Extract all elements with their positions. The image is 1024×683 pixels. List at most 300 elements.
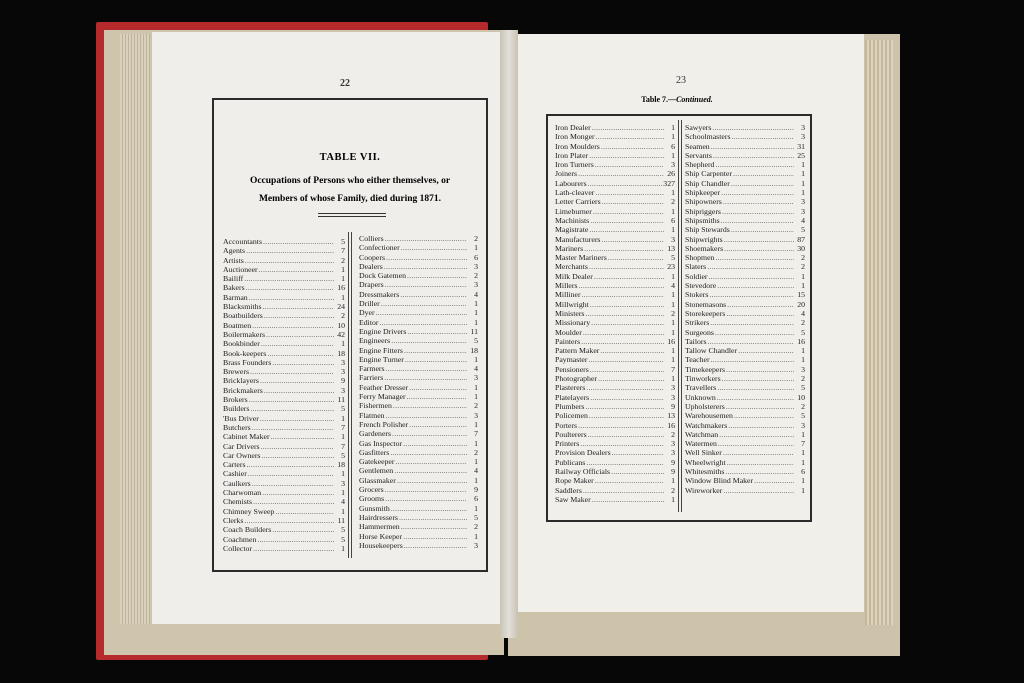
table-row [685,169,805,178]
occupation-name: Storekeepers [685,308,726,318]
death-count: 3 [671,234,675,244]
occupation-name: Clerks [223,515,244,525]
death-count: 1 [801,485,805,495]
table-row [555,486,675,495]
occupation-name: Horse Keeper [359,531,403,541]
table-row [223,404,345,413]
death-count: 4 [801,215,805,225]
leader-dots [380,318,468,327]
leader-dots [738,346,794,355]
table-row [359,392,478,401]
death-count: 2 [341,255,345,265]
table-row [359,532,478,541]
leader-dots [594,272,664,281]
occupation-name: Blacksmiths [223,302,262,312]
leader-dots [248,469,334,478]
leader-dots [711,142,794,151]
occupation-name: Glassmaker [359,475,396,485]
death-count: 23 [667,262,675,272]
occupation-name: Plasterers [555,383,586,393]
death-count: 4 [341,497,345,507]
occupation-name: Teacher [685,355,710,365]
table-row [555,123,675,132]
table-row [223,339,345,348]
leader-dots [586,383,664,392]
table-row [359,280,478,289]
leader-dots [723,486,794,495]
occupation-name: Window Blind Maker [685,476,754,486]
occupation-name: Farmers [359,364,385,374]
occupation-name: French Polisher [359,419,409,429]
occupation-name: Dealers [359,261,383,271]
leader-dots [404,346,467,355]
occupation-name: Fishermen [359,401,392,411]
occupation-name: Iron Plater [555,150,589,160]
leader-dots [261,442,334,451]
death-count: 4 [474,466,478,476]
death-count: 1 [671,318,675,328]
leader-dots [261,339,334,348]
death-count: 2 [474,234,478,243]
occupation-name: Iron Moulders [555,141,600,151]
occupation-name: Shoemakers [685,243,724,253]
table-row [359,373,478,382]
leader-dots [578,421,664,430]
occupation-name: Brewers [223,367,249,377]
death-count: 1 [671,290,675,300]
occupation-name: Shipriggers [685,206,721,216]
occupation-name: Sawyers [685,123,712,132]
death-count: 2 [801,318,805,328]
leader-dots [585,309,664,318]
death-count: 25 [797,150,805,160]
table-row [685,328,805,337]
occupation-name: Labourers [555,178,587,188]
occupation-name: Lath-cleaver [555,188,595,198]
table-row [685,216,805,225]
occupation-name: Milliner [555,290,581,300]
leader-dots [595,160,664,169]
leader-dots [578,169,664,178]
death-count: 1 [671,355,675,365]
table-row [555,272,675,281]
occupation-name: Railway Officials [555,466,611,476]
table-row [555,244,675,253]
death-count: 3 [671,160,675,170]
leader-dots [611,467,664,476]
occupation-name: Servants [685,150,712,160]
table-row [555,300,675,309]
leader-dots [404,541,467,550]
death-count: 10 [337,320,345,330]
leader-dots [262,488,334,497]
leader-dots [731,225,794,234]
table-row [223,479,345,488]
death-count: 2 [801,262,805,272]
table-row [685,197,805,206]
occupation-name: Engineers [359,336,391,346]
death-count: 1 [671,476,675,486]
occupation-name: Magistrate [555,225,589,235]
table-row [223,349,345,358]
death-count: 4 [671,281,675,291]
leader-dots [721,188,794,197]
leader-dots [723,448,794,457]
table-subtitle-line-1: Occupations of Persons who either themselves, or [249,176,451,186]
table-row [223,265,345,274]
leader-dots [385,485,467,494]
table-row [685,123,805,132]
death-count: 1 [474,354,478,364]
leader-dots [731,132,794,141]
death-count: 1 [801,448,805,458]
column-separator [348,232,352,558]
table-row [223,395,345,404]
leader-dots [715,253,794,262]
death-count: 18 [337,348,345,358]
occupation-name: Painters [555,336,581,346]
death-count: 1 [474,392,478,402]
occupation-name: Housekeepers [359,540,403,550]
death-count: 16 [667,336,675,346]
occupation-name: Artists [223,255,244,265]
leader-dots [260,376,334,385]
occupation-name: Millwright [555,299,589,309]
death-count: 1 [801,160,805,170]
table-continued-heading [546,95,808,104]
death-count: 1 [801,281,805,291]
table-column-right [359,234,478,550]
table-row [359,401,478,410]
table-row [359,234,478,243]
table-row [223,358,345,367]
leader-dots [259,265,334,274]
death-count: 26 [667,169,675,179]
table-row [555,179,675,188]
leader-dots [249,293,334,302]
leader-dots [588,430,664,439]
leader-dots [260,414,334,423]
occupation-name: Coachmen [223,534,257,544]
occupation-name: Master Mariners [555,253,607,263]
leader-dots [275,507,334,516]
leader-dots [733,169,794,178]
occupation-name: Millers [555,281,578,291]
leader-dots [384,373,467,382]
table-row [685,132,805,141]
leader-dots [598,374,664,383]
occupation-name: Boilermakers [223,329,266,339]
table-row [555,458,675,467]
occupation-name: Missionary [555,318,591,328]
table-row [223,535,345,544]
occupation-name: Watermen [685,439,717,449]
death-count: 9 [474,485,478,495]
death-count: 1 [671,494,675,504]
leader-dots [407,271,467,280]
leader-dots [710,318,794,327]
leader-dots [711,355,794,364]
title-rule [318,213,386,217]
occupation-name: Farriers [359,373,384,383]
table-row [685,439,805,448]
leader-dots [719,430,794,439]
death-count: 1 [341,488,345,498]
table-row [555,411,675,420]
table-row [223,442,345,451]
occupation-name: Paymaster [555,355,588,365]
occupation-name: Ship Carpenter [685,169,732,179]
leader-dots [608,253,664,262]
occupation-name: Bricklayers [223,376,259,386]
death-count: 1 [671,132,675,142]
death-count: 3 [474,280,478,290]
table-row [685,383,805,392]
death-count: 11 [470,326,478,336]
leader-dots [612,448,664,457]
occupation-name: Caulkers [223,478,251,488]
leader-dots [584,244,664,253]
occupation-name: Wheelwright [685,457,726,467]
table-row [685,421,805,430]
death-count: 3 [341,367,345,377]
table-row [359,448,478,457]
death-count: 1 [671,150,675,160]
leader-dots [266,330,334,339]
death-count: 13 [667,411,675,421]
leader-dots [595,188,664,197]
table-row [685,235,805,244]
leader-dots [249,395,334,404]
leader-dots [250,367,334,376]
death-count: 6 [474,494,478,504]
death-count: 1 [474,438,478,448]
table-row [555,216,675,225]
occupation-name: Tallow Chandler [685,346,738,356]
occupation-name: Engine Fitters [359,345,403,355]
table-row [685,207,805,216]
leader-dots [734,411,794,420]
occupation-name: Coopers [359,252,385,262]
death-count: 6 [671,215,675,225]
table-row [555,151,675,160]
death-count: 1 [801,457,805,467]
leader-dots [267,349,334,358]
occupation-name: Moulder [555,327,582,337]
occupation-name: Soldier [685,271,708,281]
leader-dots [391,336,467,345]
table-row [359,504,478,513]
occupation-name: Gardeners [359,429,392,439]
table-row [359,439,478,448]
death-count: 30 [797,243,805,253]
table-row [223,321,345,330]
leader-dots [589,225,664,234]
leader-dots [722,207,794,216]
table-row [685,346,805,355]
occupation-name: Cashier [223,469,247,479]
death-count: 1 [671,206,675,216]
occupation-name: Barman [223,292,248,302]
death-count: 3 [801,123,805,132]
death-count: 5 [341,237,345,246]
table-row [223,302,345,311]
table-row [359,253,478,262]
occupation-name: Brickmakers [223,385,263,395]
death-count: 5 [341,450,345,460]
leader-dots [600,346,664,355]
table-row [223,507,345,516]
leader-dots [754,476,794,485]
occupation-name: Saw Maker [555,494,591,504]
table-row [359,346,478,355]
occupation-name: Shipsmiths [685,215,720,225]
table-row [555,439,675,448]
leader-dots [590,365,664,374]
leader-dots [401,522,467,531]
table-row [223,469,345,478]
death-count: 1 [671,271,675,281]
table-row [685,402,805,411]
occupation-name: Iron Turners [555,160,594,170]
table-row [555,169,675,178]
leader-dots [595,476,664,485]
leader-dots [581,337,664,346]
table-row [223,330,345,339]
occupation-name: Confectioner [359,243,400,253]
table-row [685,142,805,151]
occupation-name: Stokers [685,290,709,300]
table-row [359,476,478,485]
leader-dots [709,290,794,299]
occupation-name: Printers [555,439,580,449]
occupation-name: Iron Dealer [555,123,591,132]
death-count: 7 [341,246,345,256]
occupation-name: Bailiff [223,274,244,284]
occupation-name: Hammermen [359,522,400,532]
leader-dots [386,364,467,373]
leader-dots [257,535,334,544]
leader-dots [724,244,794,253]
occupation-name: Ship Stewards [685,225,730,235]
death-count: 3 [801,197,805,207]
table-row [359,327,478,336]
table-row [555,495,675,504]
death-count: 2 [474,271,478,281]
table-row [223,460,345,469]
occupation-name: Bakers [223,283,245,293]
occupation-name: Chimney Sweep [223,506,275,516]
occupation-name: Bookbinder [223,339,260,349]
table-row [359,308,478,317]
death-count: 9 [671,401,675,411]
death-count: 20 [797,299,805,309]
table-row [555,467,675,476]
table-row [223,516,345,525]
table-title: TABLE VII. [319,152,381,163]
occupation-name: Shipkeeper [685,188,721,198]
leader-dots [715,160,794,169]
death-count: 3 [474,540,478,550]
table-row [555,207,675,216]
occupation-name: Drapers [359,280,384,290]
leader-dots [589,411,664,420]
right-page-edges [865,40,893,625]
table-row [223,274,345,283]
table-row [555,402,675,411]
table-subtitle-line-2: Members of whose Family, died during 1871. [258,194,442,204]
leader-dots [244,274,334,283]
table-row [223,283,345,292]
table-row [223,488,345,497]
table-row [555,142,675,151]
leader-dots [252,321,334,330]
occupation-name: Charwoman [223,488,262,498]
table-row [685,486,805,495]
death-count: 1 [801,188,805,198]
death-count: 1 [801,346,805,356]
occupation-name: Editor [359,317,379,327]
occupation-name: Upholsterers [685,401,725,411]
occupation-name: Surgeons [685,327,714,337]
death-count: 1 [671,225,675,235]
death-count: 5 [341,525,345,535]
leader-dots [392,429,467,438]
continued-word: Continued. [676,95,713,104]
left-page-number: 22 [340,78,350,89]
occupation-name: Brass Founders [223,357,272,367]
leader-dots [718,439,794,448]
leader-dots [403,532,467,541]
leader-dots [393,401,467,410]
table-row [555,225,675,234]
death-count: 2 [474,522,478,532]
leader-dots [400,290,467,299]
leader-dots [583,486,664,495]
leader-dots [596,132,664,141]
death-count: 1 [341,469,345,479]
table-row [685,337,805,346]
death-count: 5 [801,411,805,421]
death-count: 6 [801,466,805,476]
death-count: 5 [801,327,805,337]
leader-dots [385,234,467,243]
occupation-name: Letter Carriers [555,197,601,207]
leader-dots [272,358,334,367]
leader-dots [723,197,794,206]
death-count: 2 [341,311,345,321]
leader-dots [397,476,467,485]
death-count: 1 [671,188,675,198]
death-count: 15 [797,290,805,300]
leader-dots [731,179,794,188]
table-row [555,328,675,337]
death-count: 1 [474,457,478,467]
death-count: 2 [671,429,675,439]
death-count: 3 [671,383,675,393]
table-row [555,281,675,290]
table-row [359,355,478,364]
table-row [359,457,478,466]
death-count: 7 [341,422,345,432]
leader-dots [602,197,664,206]
leader-dots [722,374,794,383]
table-row [359,271,478,280]
death-count: 1 [341,292,345,302]
column-separator [678,120,682,512]
leader-dots [601,142,664,151]
leader-dots [590,300,664,309]
